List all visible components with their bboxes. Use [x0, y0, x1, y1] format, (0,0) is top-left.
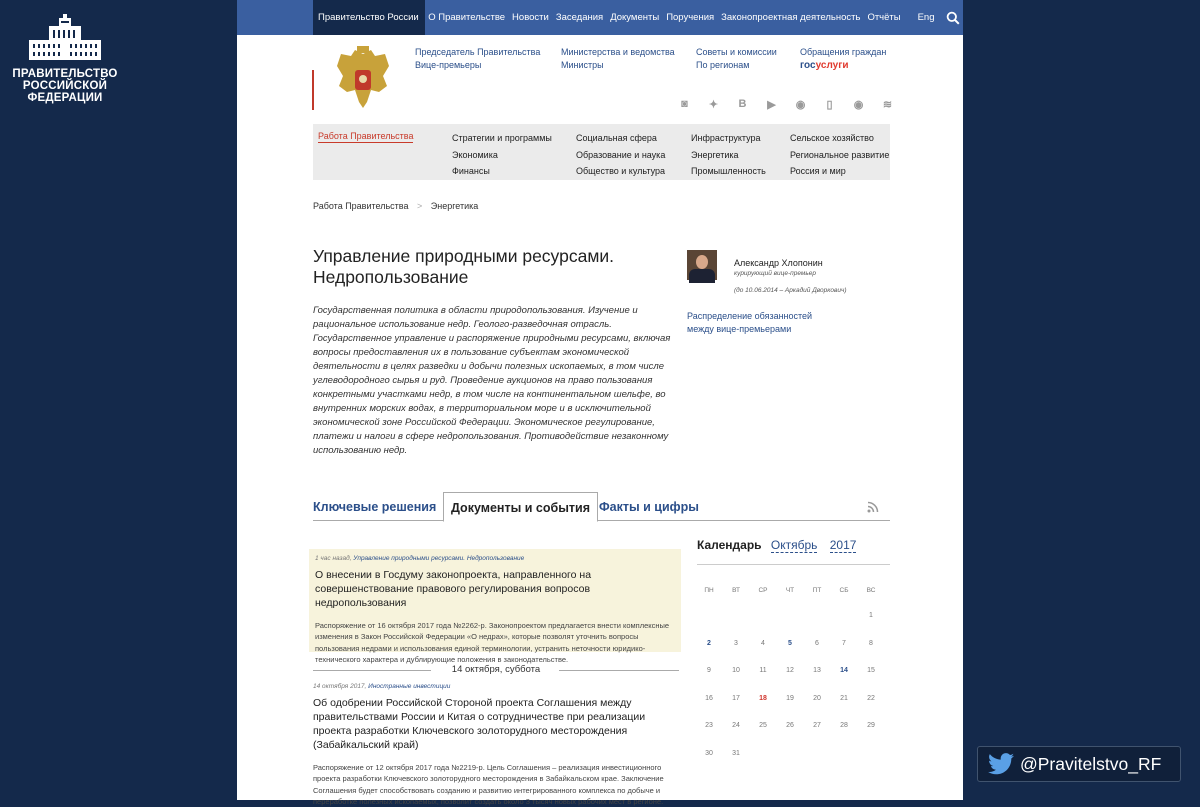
- person-name[interactable]: Александр Хлопонин: [734, 258, 823, 268]
- nav-meetings[interactable]: Заседания: [555, 12, 604, 23]
- link-vice-premiers[interactable]: Вице-премьеры: [415, 60, 482, 70]
- accent-red-line: [312, 70, 314, 110]
- calendar-day[interactable]: 7: [842, 639, 846, 647]
- header-links-col1: [415, 46, 540, 72]
- menu-finance[interactable]: Финансы: [452, 166, 490, 176]
- nav-reports[interactable]: Отчёты: [867, 12, 901, 23]
- menu-strategies[interactable]: Стратегии и программы: [452, 133, 552, 143]
- calendar-day[interactable]: 17: [732, 694, 740, 702]
- tab-facts-figures[interactable]: Факты и цифры: [599, 500, 699, 514]
- nav-legislation[interactable]: Законопроектная деятельность: [721, 12, 861, 23]
- menu-russia-world[interactable]: Россия и мир: [790, 166, 846, 176]
- weekday-label: СР: [758, 587, 768, 594]
- menu-government-work[interactable]: Работа Правительства: [318, 131, 414, 141]
- twitter-handle: @Pravitelstvo_RF: [1020, 753, 1162, 774]
- camera-icon[interactable]: ◙: [681, 98, 688, 110]
- link-councils[interactable]: Советы и комиссии: [696, 47, 777, 57]
- calendar-day[interactable]: 2: [707, 639, 711, 647]
- calendar-day[interactable]: 5: [788, 639, 792, 647]
- day-separator-label: 14 октября, суббота: [451, 664, 541, 675]
- users-icon[interactable]: ◉: [795, 99, 806, 111]
- news-time: 1 час назад,: [315, 555, 352, 562]
- link-citizen-appeals[interactable]: Обращения граждан: [800, 47, 887, 57]
- calendar-day[interactable]: 12: [786, 667, 794, 674]
- menu-col4: [790, 130, 889, 180]
- menu-col2: [576, 130, 665, 180]
- gosuslugi-prefix: гос: [800, 60, 816, 71]
- calendar-day[interactable]: 8: [869, 639, 873, 647]
- header-links-col3: [696, 46, 777, 72]
- page-description: Государственная политика в области природопользования. Изучение и рациональное использование недр. Геолого-разведочная отрасль. Государственное управление и распоряжение природными ресурсами, включая вопросы предоставления их в пользование субъектам экономической деятельности в целях разведки и добычи полезных ископаемых, в том числе углеводородного сырья и руд. Проведение аукционов на право пользования конкретными участками недр, в том числе на континентальном шельфе, во внутренних морских водах, в территориальном море и в исключительной экономической зоне Российской Федерации. Экономическое регулирование, платежи и налоги в сфере недропользования. Противодействие незаконному использованию недр.: [313, 305, 671, 456]
- calendar-day[interactable]: 13: [813, 667, 821, 674]
- calendar-day[interactable]: 10: [732, 667, 740, 674]
- calendar-day[interactable]: 25: [759, 722, 767, 729]
- menu-industry[interactable]: Промышленность: [691, 166, 766, 176]
- breadcrumb-government-work[interactable]: Работа Правительства: [313, 201, 409, 211]
- nav-about[interactable]: О Правительстве: [428, 12, 506, 23]
- news-title[interactable]: Об одобрении Российской Стороной проекта Соглашения между правительствами России и Китая о сотрудничестве при реализации проекта разработки Ключевского золоторудного месторождения (Забайкальский край): [313, 697, 646, 751]
- calendar-day[interactable]: 11: [759, 667, 767, 674]
- weekday-label: ПТ: [812, 587, 822, 594]
- person-role: курирующий вице-премьер: [734, 270, 816, 277]
- breadcrumb-separator: >: [416, 201, 423, 211]
- menu-energy[interactable]: Энергетика: [691, 149, 739, 160]
- avatar[interactable]: [687, 250, 717, 280]
- white-house-icon: [23, 14, 107, 62]
- youtube-icon[interactable]: ▶: [767, 99, 776, 111]
- twitter-badge[interactable]: [977, 746, 1181, 782]
- menu-economy[interactable]: Экономика: [452, 149, 498, 160]
- news-body: Распоряжение от 16 октября 2017 года №2262-р. Законопроектом предлагается внести комплексные изменения в Закон Российской Федерации «О недрах», которые позволят уточнить вопросы пользования недрами и использования единой терминологии, устранить неточности юридико-технического характера и дублирующие положения в законодательстве.: [315, 621, 670, 664]
- social-links: [670, 98, 902, 111]
- menu-agriculture[interactable]: Сельское хозяйство: [790, 133, 874, 143]
- calendar-month-select[interactable]: Октябрь: [770, 538, 818, 552]
- tab-documents-events[interactable]: Документы и события: [443, 492, 598, 522]
- news-item: [313, 683, 683, 807]
- calendar-day[interactable]: 18: [759, 694, 767, 702]
- menu-col3: [691, 130, 766, 180]
- calendar-day[interactable]: 30: [705, 749, 713, 757]
- nav-news[interactable]: Новости: [512, 12, 549, 23]
- calendar-year-select[interactable]: 2017: [829, 538, 857, 552]
- day-separator: [313, 664, 679, 676]
- mobile-icon[interactable]: ▯: [826, 99, 833, 111]
- link-ministers[interactable]: Министры: [561, 60, 604, 70]
- news-time: 14 октября 2017,: [313, 683, 367, 690]
- menu-society[interactable]: Общество и культура: [576, 166, 666, 176]
- rss-icon[interactable]: ≋: [882, 99, 893, 111]
- coat-of-arms-icon[interactable]: [333, 46, 393, 112]
- calendar-day[interactable]: 15: [867, 667, 875, 674]
- header-links-col2: [561, 46, 675, 72]
- section-menu: [313, 124, 890, 180]
- calendar-day[interactable]: 24: [732, 722, 740, 729]
- search-icon[interactable]: [946, 11, 960, 25]
- vk-icon[interactable]: В: [738, 98, 747, 110]
- calendar-day[interactable]: 14: [840, 667, 848, 674]
- page-title: Управление природными ресурсами. Недропользование: [313, 246, 614, 287]
- person-note: (до 10.06.2014 – Аркадий Дворкович): [734, 287, 847, 294]
- nav-english[interactable]: Eng: [917, 12, 935, 23]
- header-links-col4: [800, 46, 886, 72]
- duties-distribution-link[interactable]: Распределение обязанностей между вице-премьерами: [687, 311, 813, 334]
- calendar-day[interactable]: 29: [867, 722, 875, 729]
- menu-education[interactable]: Образование и наука: [576, 149, 666, 160]
- calendar-day[interactable]: 27: [813, 722, 821, 729]
- government-logo[interactable]: [12, 14, 118, 104]
- content-tabs: [313, 492, 890, 521]
- nav-documents[interactable]: Документы: [610, 12, 660, 23]
- weekday-label: ВС: [866, 587, 876, 594]
- calendar-day[interactable]: 31: [732, 749, 740, 757]
- calendar-day[interactable]: 3: [734, 639, 738, 647]
- calendar-header: [697, 538, 890, 565]
- news-tag-link[interactable]: Управление природными ресурсами. Недропользование: [353, 555, 525, 562]
- news-tag-link[interactable]: Иностранные инвестиции: [368, 683, 451, 690]
- calendar-day[interactable]: 4: [761, 639, 765, 647]
- link-regions[interactable]: По регионам: [696, 60, 750, 70]
- weekday-label: СБ: [839, 587, 849, 594]
- calendar-day[interactable]: 22: [867, 694, 875, 702]
- news-item-highlighted: [309, 549, 681, 664]
- weekday-label: ПН: [704, 587, 714, 594]
- logo-line-3: ФЕДЕРАЦИИ: [27, 92, 103, 104]
- news-meta: [315, 555, 675, 562]
- news-body: Распоряжение от 12 октября 2017 года №2219-р. Цель Соглашения – реализация инвестиционного проекта разработки Ключевского золоторудного месторождения в Забайкальском крае. Заключение Соглашения будет способствовать созданию и развитию интегрированного комплекса по добыче и переработке полезных ископаемых, позволит создать около 3 тысяч новых рабочих мест в регионе.: [313, 763, 664, 806]
- nav-instructions[interactable]: Поручения: [666, 12, 715, 23]
- weekday-label: ВТ: [732, 587, 740, 594]
- news-title[interactable]: О внесении в Госдуму законопроекта, направленного на совершенствование правового регулирования вопросов недропользования: [315, 569, 592, 609]
- logo-line-1: ПРАВИТЕЛЬСТВО: [12, 68, 118, 80]
- calendar: [697, 538, 890, 757]
- calendar-day[interactable]: 26: [786, 722, 794, 729]
- twitter-bird-icon: [988, 753, 1014, 775]
- breadcrumb-energy[interactable]: Энергетика: [430, 201, 479, 211]
- calendar-day[interactable]: 1: [869, 612, 873, 619]
- menu-social[interactable]: Социальная сфера: [576, 133, 657, 143]
- calendar-day[interactable]: 28: [840, 722, 848, 729]
- calendar-day[interactable]: 23: [705, 722, 713, 729]
- eye-icon[interactable]: ◉: [853, 99, 864, 111]
- calendar-title: Календарь: [697, 538, 762, 552]
- twitter-icon[interactable]: ✦: [708, 99, 719, 111]
- menu-col1: [452, 130, 552, 180]
- nav-government-russia[interactable]: Правительство России: [313, 0, 425, 35]
- menu-regional[interactable]: Региональное развитие: [790, 149, 890, 160]
- gosuslugi-suffix: услуги: [815, 60, 849, 71]
- weekday-label: ЧТ: [785, 587, 795, 594]
- calendar-day[interactable]: 21: [840, 694, 848, 702]
- calendar-day[interactable]: 20: [813, 694, 821, 702]
- rss-feed-icon[interactable]: [867, 501, 879, 513]
- gosuslugi-logo[interactable]: [800, 60, 849, 71]
- menu-infrastructure[interactable]: Инфраструктура: [691, 133, 761, 143]
- separator-line-right: [559, 670, 679, 671]
- link-ministries[interactable]: Министерства и ведомства: [561, 47, 675, 57]
- calendar-day[interactable]: 9: [707, 667, 711, 674]
- breadcrumb: [313, 201, 478, 211]
- calendar-day[interactable]: 16: [705, 694, 713, 702]
- tab-key-decisions[interactable]: Ключевые решения: [313, 500, 437, 514]
- link-chairman[interactable]: Председатель Правительства: [415, 47, 541, 57]
- page-content: [237, 0, 963, 806]
- logo-line-2: РОССИЙСКОЙ: [22, 80, 108, 92]
- news-meta: [313, 683, 683, 690]
- calendar-day[interactable]: 6: [815, 639, 819, 647]
- calendar-day[interactable]: 19: [786, 694, 794, 702]
- top-navigation: [237, 0, 963, 35]
